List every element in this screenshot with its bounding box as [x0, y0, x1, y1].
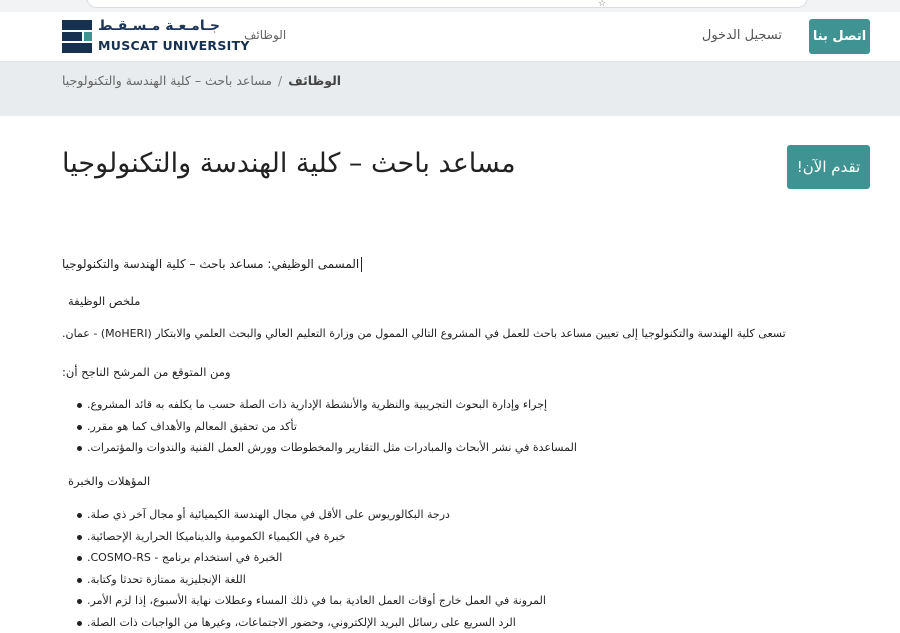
list-item: .المساعدة في نشر الأبحاث والمبادرات مثل التقارير والمخطوطات وورش العمل الفنية والندوات والمؤتمرات [62, 437, 577, 459]
list-item: .المرونة في العمل خارج أوقات العمل العادية بما في ذلك المساء وعطلات نهاية الأسبوع، إذا لزم الأمر [62, 590, 546, 612]
duties-list [62, 394, 577, 459]
summary-heading: ملخص الوظيفة [68, 294, 141, 308]
expected-intro: :ومن المتوقع من المرشح الناجح أن [62, 365, 231, 379]
nav-jobs-link[interactable]: الوظائف [244, 28, 287, 42]
breadcrumb-root-link[interactable]: الوظائف [288, 73, 342, 88]
browser-toolbar [0, 0, 900, 12]
contact-us-button[interactable]: اتصل بنا [809, 19, 870, 54]
login-link[interactable]: تسجيل الدخول [701, 28, 782, 43]
breadcrumb-current: مساعد باحث – كلية الهندسة والتكنولوجيا [62, 73, 272, 88]
logo-arabic-text: جـامـعـة مـسـقـط [98, 18, 220, 34]
address-bar[interactable] [86, 0, 808, 8]
star-icon[interactable]: ☆ [598, 0, 607, 9]
logo-english-text: MUSCAT UNIVERSITY [98, 38, 250, 53]
list-item: .إجراء وإدارة البحوث التجريبية والنظرية والأنشطة الإدارية ذات الصلة حسب ما يكلفه به قائد المشروع [62, 394, 577, 416]
list-item: .COSMO-RS - الخبرة في استخدام برنامج [62, 547, 546, 569]
qualifications-list [62, 504, 546, 633]
logo-mark-icon [62, 20, 92, 53]
job-title-line[interactable] [62, 257, 362, 272]
site-header [0, 12, 900, 62]
qualifications-heading: المؤهلات والخبرة [68, 474, 151, 488]
breadcrumb-separator: / [278, 73, 283, 88]
list-item: .خبرة في الكيمياء الكمومية والديناميكا الحرارية الإحصائية [62, 526, 546, 548]
job-title-text: المسمى الوظيفي: مساعد باحث – كلية الهندسة والتكنولوجيا [62, 257, 360, 271]
list-item: .اللغة الإنجليزية ممتازة تحدثا وكتابة [62, 569, 546, 591]
text-cursor [361, 257, 362, 272]
page-title: مساعد باحث – كلية الهندسة والتكنولوجيا [62, 148, 516, 179]
list-item: .درجة البكالوريوس على الأقل في مجال الهندسة الكيميائية أو مجال آخر ذي صلة [62, 504, 546, 526]
breadcrumb-band [0, 62, 900, 116]
summary-text: .عمان - (MoHERI) تسعى كلية الهندسة والتكنولوجيا إلى تعيين مساعد باحث للعمل في المشروع التالي الممول من وزارة التعليم العالي والبحث العلمي والابتكار [62, 327, 786, 340]
apply-now-button[interactable]: !تقدم الآن [787, 145, 870, 189]
list-item: .تأكد من تحقيق المعالم والأهداف كما هو مقرر [62, 416, 577, 438]
breadcrumb [62, 73, 341, 88]
muscat-university-logo[interactable] [62, 18, 250, 58]
list-item: .الرد السريع على رسائل البريد الإلكتروني، وحضور الاجتماعات، وغيرها من الواجبات ذات الصلة [62, 612, 546, 633]
